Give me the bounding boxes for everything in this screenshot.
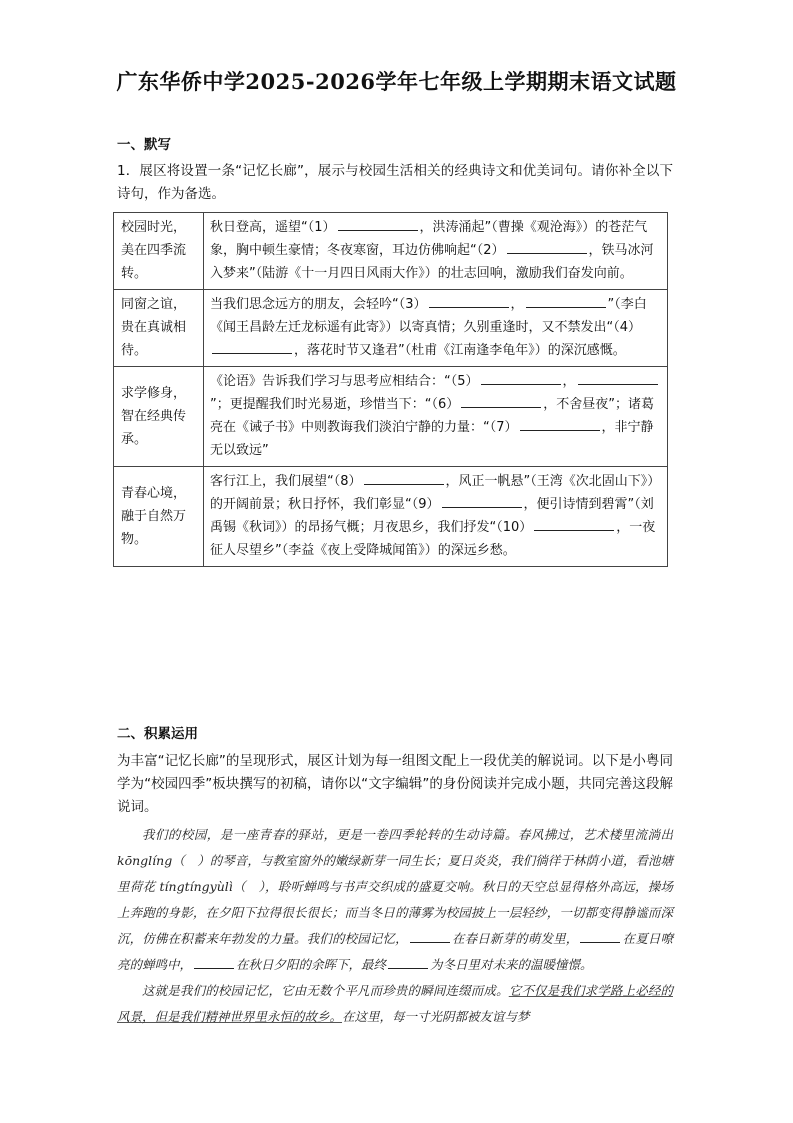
content-cell bbox=[204, 367, 668, 467]
text-segment: ， bbox=[510, 297, 524, 312]
essay-blank-3[interactable] bbox=[194, 954, 234, 969]
theme-cell: 校园时光，美在四季流转。 bbox=[114, 213, 204, 290]
essay-paragraph-2 bbox=[117, 978, 673, 1030]
text-segment: ， bbox=[562, 374, 576, 389]
text-segment: ，不舍昼夜”；诸葛亮在《诫子书》中则教诲我们淡泊宁静的力量：“（7） bbox=[210, 397, 654, 435]
text-segment: ，落花时节又逢君”（杜甫《江南逢李龟年》）的深沉感慨。 bbox=[294, 343, 626, 358]
section-2-heading: 二、积累运用 bbox=[117, 726, 198, 742]
text-segment: 《论语》告诉我们学习与思考应相结合：“（5） bbox=[210, 374, 479, 389]
text-segment: 在春日新芽的萌发里， bbox=[451, 931, 579, 946]
table-row bbox=[114, 467, 668, 567]
blank-4[interactable] bbox=[212, 339, 292, 354]
page-title: 广东华侨中学2025-2026学年七年级上学期期末语文试题 bbox=[116, 69, 677, 94]
essay-blank-2[interactable] bbox=[580, 928, 620, 943]
blank-5b[interactable] bbox=[578, 370, 658, 385]
text-segment: ，风正一帆悬”（王湾《次北固山下》）的开阔前景；秋日抒怀，我们彰显“（9） bbox=[210, 474, 661, 512]
text-segment: ”（李白《闻王昌龄左迁龙标遥有此寄》）以寄真情；久别重逢时，又不禁发出“（4） bbox=[210, 297, 647, 335]
text-segment: 秋日登高，遥望“（1） bbox=[210, 220, 336, 235]
text-segment: 在秋日夕阳的余晖下，最终 bbox=[236, 957, 387, 972]
blank-8[interactable] bbox=[364, 470, 444, 485]
text-segment: ，洪涛涌起”（曹操《观沧海》）的苍茫气象，胸中顿生豪情；冬夜寒窗，耳边仿佛响起“（2） bbox=[210, 220, 648, 258]
section-1-heading: 一、默写 bbox=[117, 137, 171, 153]
text-segment: 客行江上，我们展望“（8） bbox=[210, 474, 362, 489]
text-segment: 我们的校园，是一座青春的驿站，更是一卷四季轮转的生动诗篇。春风拂过，艺术楼里流淌出 kōnglíng（ ）的琴音，与教室窗外的嫩绿新芽一同生长；夏日炎炎，我们徜徉于林荫小道，看池塘里荷花 tíngtíngyùlì（ ），聆听蝉鸣与书声交织成的盛夏交响。秋日的天空总显得格外高远，操场上奔跑的身影，在夕阳下拉得很长很长；而当冬日的薄雾为校园披上一层轻纱，一切都变得静谧而深沉，仿佛在积蓄来年勃发的力量。我们的校园记忆， bbox=[117, 827, 673, 946]
essay-blank-4[interactable] bbox=[388, 954, 428, 969]
theme-cell: 同窗之谊，贵在真诚相待。 bbox=[114, 290, 204, 367]
blank-2[interactable] bbox=[507, 239, 587, 254]
text-segment: 在这里，每一寸光阴都被友谊与梦 bbox=[342, 1009, 530, 1024]
blank-3b[interactable] bbox=[526, 293, 606, 308]
blank-3a[interactable] bbox=[429, 293, 509, 308]
blank-5a[interactable] bbox=[481, 370, 561, 385]
content-cell bbox=[204, 213, 668, 290]
content-cell bbox=[204, 290, 668, 367]
text-segment: 为冬日里对未来的温暖憧憬。 bbox=[430, 957, 593, 972]
text-segment: ，一夜征人尽望乡”（李益《夜上受降城闻笛》）的深远乡愁。 bbox=[210, 520, 656, 558]
theme-cell: 求学修身，智在经典传承。 bbox=[114, 367, 204, 467]
text-segment: ，铁马冰河入梦来”（陆游《十一月四日风雨大作》）的壮志回响，激励我们奋发向前。 bbox=[210, 243, 654, 281]
blank-9[interactable] bbox=[442, 493, 522, 508]
blank-10[interactable] bbox=[534, 516, 614, 531]
essay-body bbox=[117, 822, 673, 1030]
table-row bbox=[114, 367, 668, 467]
blank-6[interactable] bbox=[461, 393, 541, 408]
text-segment: ”；更提醒我们时光易逝，珍惜当下：“（6） bbox=[210, 397, 460, 412]
essay-blank-1[interactable] bbox=[410, 928, 450, 943]
blank-7[interactable] bbox=[520, 416, 600, 431]
essay-paragraph-1 bbox=[117, 822, 673, 978]
theme-cell: 青春心境，融于自然万物。 bbox=[114, 467, 204, 567]
text-segment: 当我们思念远方的朋友，会轻吟“（3） bbox=[210, 297, 427, 312]
poem-fill-table bbox=[113, 212, 668, 567]
text-segment: ，非宁静无以致远” bbox=[210, 420, 654, 458]
table-row bbox=[114, 213, 668, 290]
text-segment: ，便引诗情到碧霄”（刘禹锡《秋词》）的昂扬气概；月夜思乡，我们抒发“（10） bbox=[210, 497, 654, 535]
table-row bbox=[114, 290, 668, 367]
blank-1[interactable] bbox=[338, 216, 418, 231]
question-1-prompt: 1．展区将设置一条“记忆长廊”，展示与校园生活相关的经典诗文和优美词句。请你补全以下诗句，作为备选。 bbox=[117, 163, 673, 202]
text-segment: 在夏日嘹亮的蝉鸣中， bbox=[117, 931, 673, 972]
text-segment: 这就是我们的校园记忆，它由无数个平凡而珍贵的瞬间连缀而成。 bbox=[142, 983, 509, 998]
content-cell bbox=[204, 467, 668, 567]
section-2-intro: 为丰富“记忆长廊”的呈现形式，展区计划为每一组图文配上一段优美的解说词。以下是小粤同学为“校园四季”板块撰写的初稿，请你以“文字编辑”的身份阅读并完成小题，共同完善这段解说词。 bbox=[117, 753, 673, 815]
underlined-sentence: 它不仅是我们求学路上必经的风景，但是我们精神世界里永恒的故乡。 bbox=[117, 983, 673, 1024]
